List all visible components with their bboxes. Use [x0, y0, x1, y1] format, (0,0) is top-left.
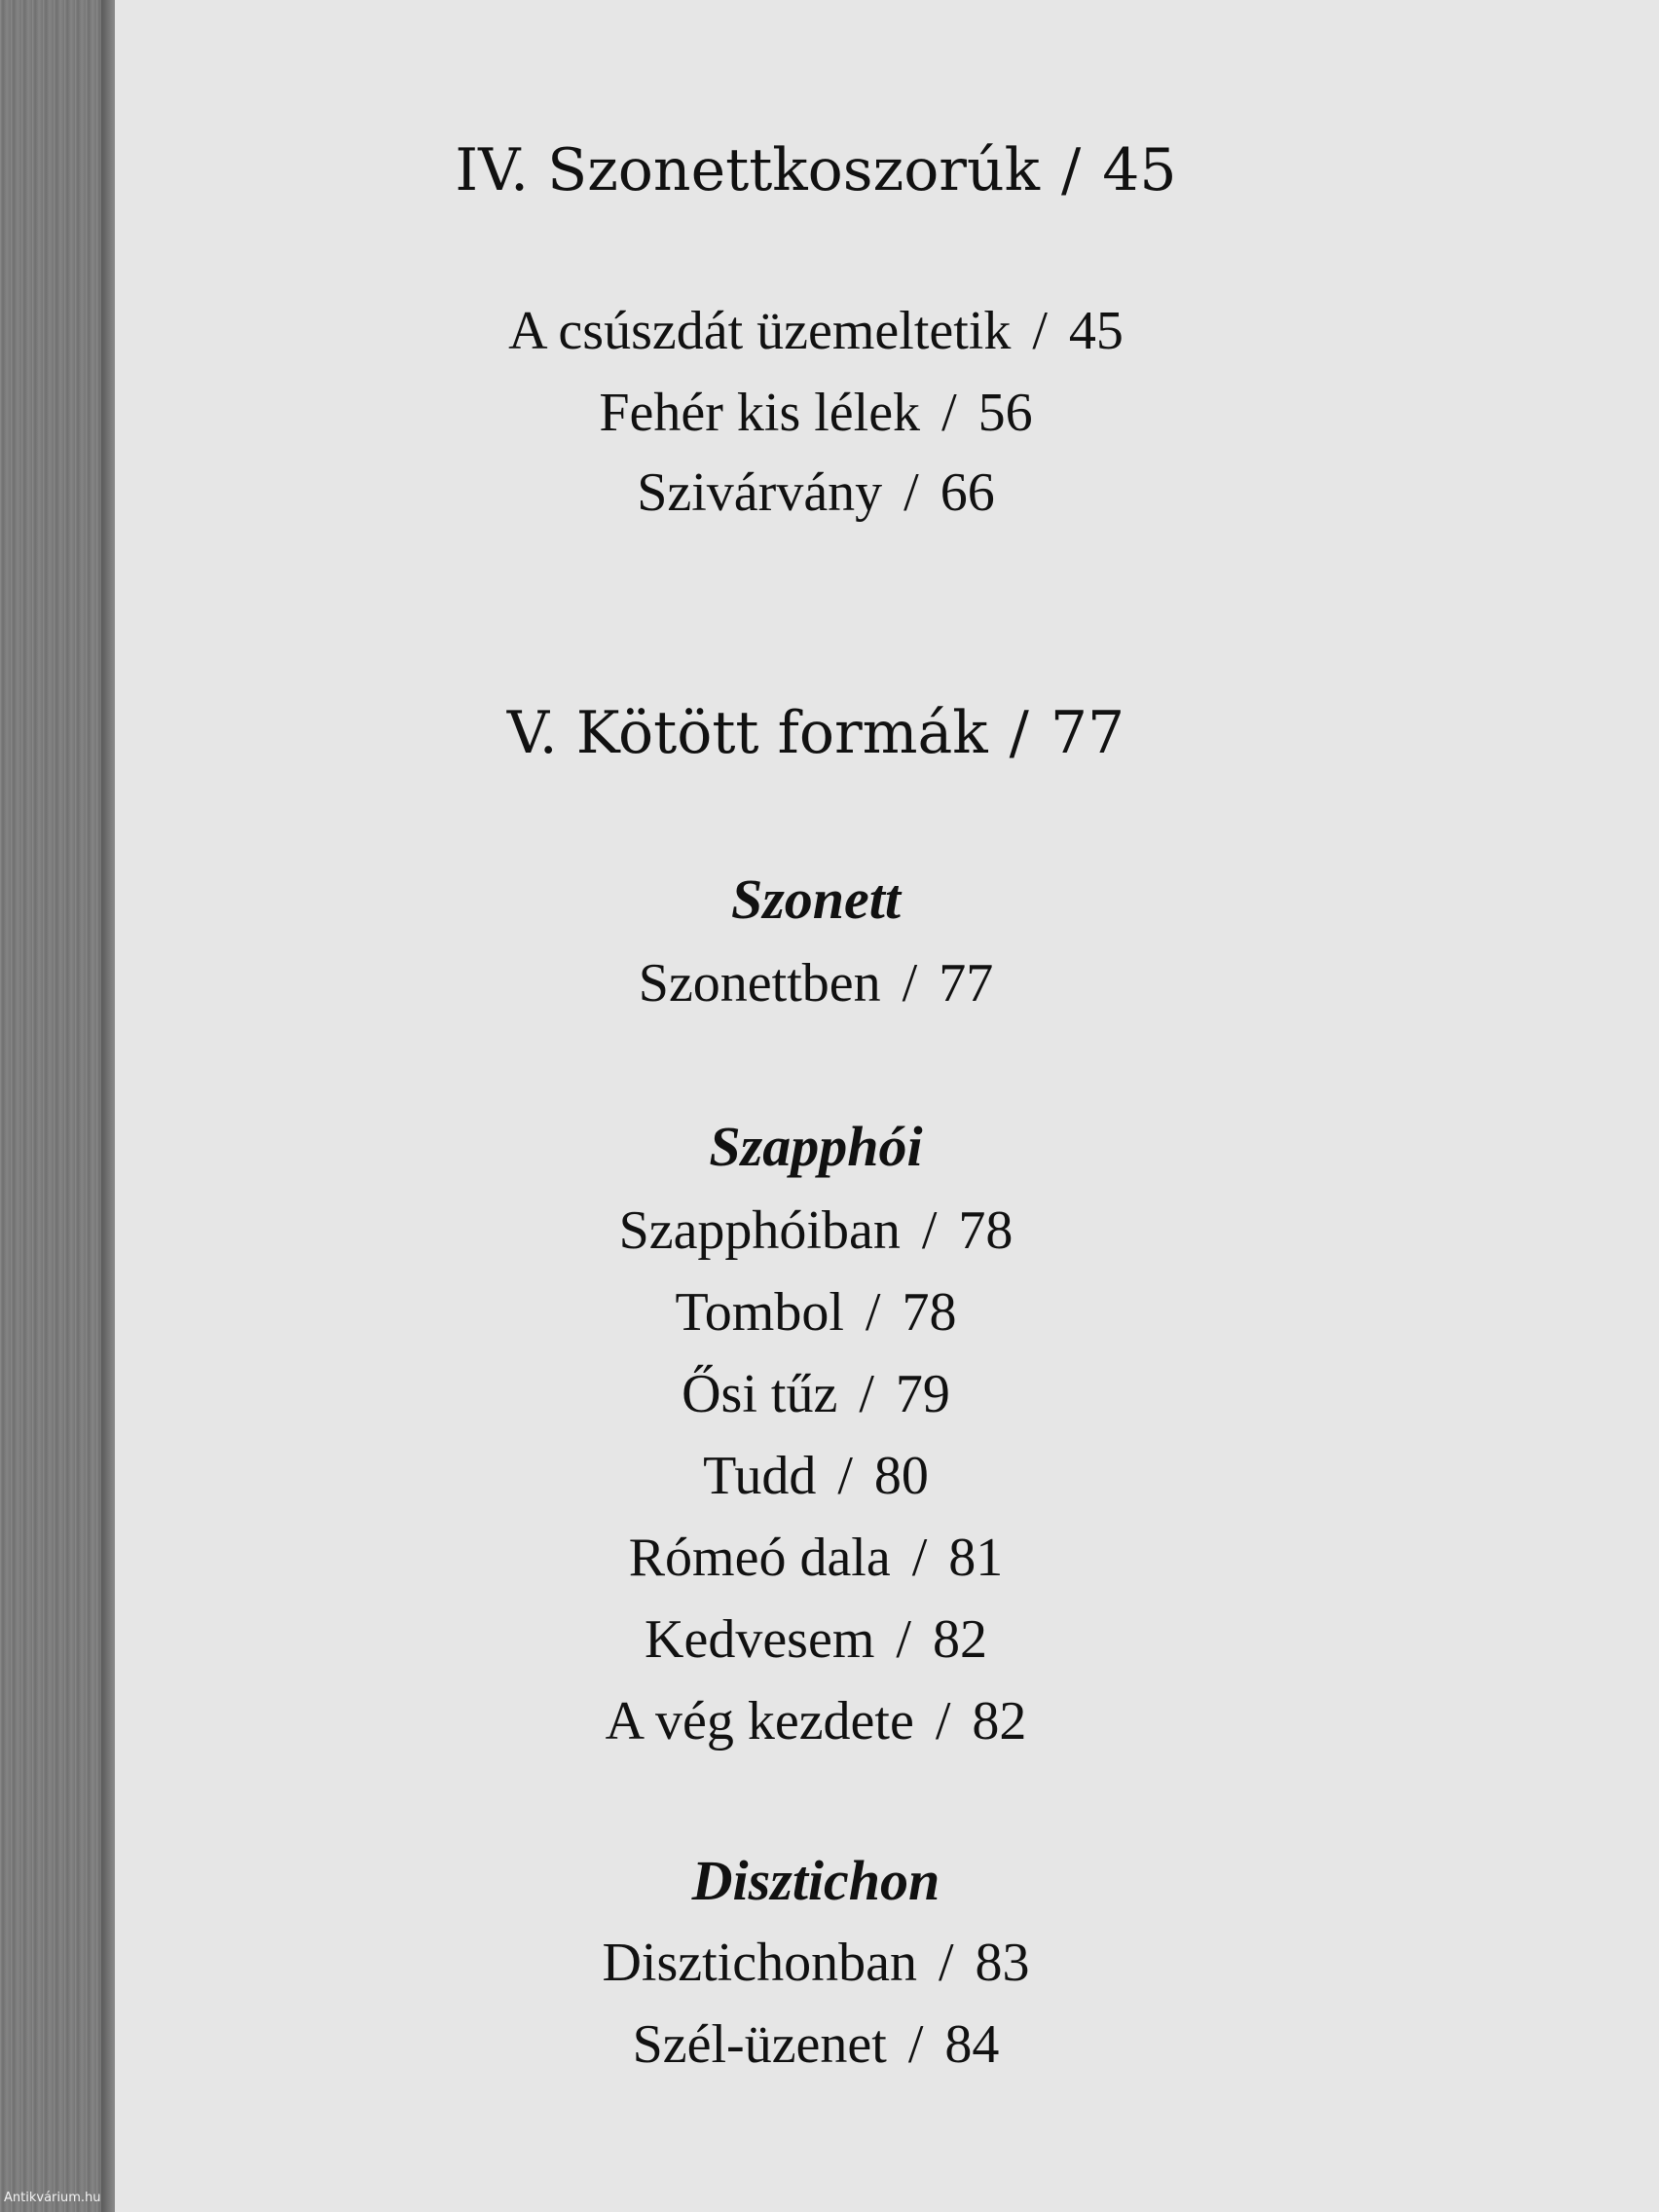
table-of-contents — [115, 0, 1517, 2212]
chapter-heading-v — [115, 699, 1517, 767]
toc-entry — [115, 382, 1517, 444]
separator: / — [1061, 136, 1082, 204]
toc-entry — [115, 1932, 1517, 1994]
entry-title: Szél-üzenet — [632, 2014, 887, 2075]
entry-title: Szapphóiban — [618, 1200, 901, 1261]
group-heading-szonett: Szonett — [730, 867, 902, 931]
entry-title: Kedvesem — [645, 1609, 875, 1670]
entry-page: 82 — [972, 1691, 1027, 1751]
separator: / — [921, 1200, 938, 1261]
entry-page: 81 — [948, 1528, 1004, 1588]
toc-entry — [115, 1363, 1517, 1425]
entry-title: Disztichonban — [602, 1933, 917, 1993]
entry-page: 83 — [975, 1933, 1030, 1993]
separator: / — [1009, 699, 1029, 767]
toc-entry — [115, 1690, 1517, 1752]
chapter-heading-iv — [115, 136, 1517, 204]
toc-entry — [115, 461, 1517, 524]
entry-title: Szivárvány — [637, 462, 883, 523]
toc-entry — [115, 1527, 1517, 1589]
entry-title: Fehér kis lélek — [599, 383, 921, 443]
watermark: Antikvárium.hu — [4, 2191, 101, 2205]
entry-title: Ősi tűz — [682, 1364, 838, 1424]
separator: / — [902, 953, 918, 1014]
chapter-title: V. Kötött formák — [506, 699, 988, 767]
chapter-title: IV. Szonettkoszorúk — [455, 136, 1040, 204]
separator: / — [837, 1446, 853, 1506]
entry-page: 56 — [977, 383, 1033, 443]
toc-entry — [115, 1199, 1517, 1262]
chapter-page: 45 — [1102, 136, 1177, 204]
entry-title: Rómeó dala — [628, 1528, 891, 1588]
group-heading-disztichon: Disztichon — [691, 1849, 940, 1912]
toc-entry — [115, 300, 1517, 362]
chapter-page: 77 — [1050, 699, 1125, 767]
separator: / — [859, 1364, 874, 1424]
entry-page: 84 — [944, 2014, 1000, 2075]
entry-page: 66 — [940, 462, 995, 523]
toc-entry — [115, 1281, 1517, 1344]
entry-page: 79 — [895, 1364, 950, 1424]
group-heading-szapphoi: Szapphói — [709, 1115, 923, 1178]
toc-page — [115, 0, 1659, 2212]
entry-page: 80 — [873, 1446, 929, 1506]
separator: / — [1032, 301, 1048, 361]
separator: / — [907, 2014, 924, 2075]
entry-page: 78 — [902, 1282, 957, 1343]
entry-page: 77 — [939, 953, 994, 1014]
separator: / — [865, 1282, 881, 1343]
separator: / — [941, 383, 957, 443]
book-spine-edge — [0, 0, 115, 2212]
separator: / — [911, 1528, 928, 1588]
toc-entry — [115, 1445, 1517, 1507]
toc-entry — [115, 1608, 1517, 1671]
separator: / — [935, 1691, 951, 1751]
entry-title: Tombol — [675, 1282, 844, 1343]
separator: / — [896, 1609, 911, 1670]
toc-entry — [115, 952, 1517, 1014]
entry-page: 82 — [932, 1609, 987, 1670]
entry-title: A csúszdát üzemeltetik — [508, 301, 1012, 361]
toc-entry — [115, 2013, 1517, 2076]
separator: / — [938, 1933, 954, 1993]
entry-title: Szonettben — [638, 953, 881, 1014]
entry-title: Tudd — [703, 1446, 817, 1506]
entry-page: 45 — [1068, 301, 1124, 361]
entry-page: 78 — [958, 1200, 1014, 1261]
entry-title: A vég kezdete — [605, 1691, 914, 1751]
separator: / — [903, 462, 919, 523]
